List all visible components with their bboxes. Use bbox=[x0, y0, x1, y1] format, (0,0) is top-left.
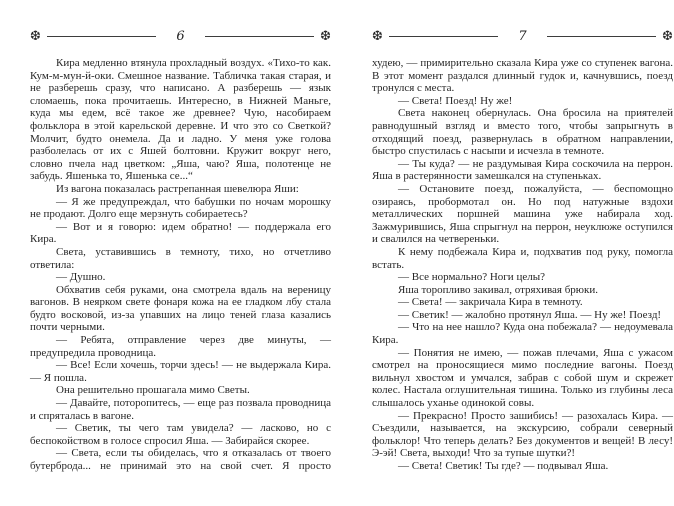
snowflake-ornament-icon: ❆ bbox=[662, 29, 673, 44]
paragraph: — Все! Если хочешь, торчи здесь! — не выдержала Кира. — Я пошла. bbox=[30, 359, 331, 384]
page-header-right bbox=[372, 29, 673, 44]
paragraph: — Все нормально? Ноги целы? bbox=[398, 271, 545, 284]
header-rule bbox=[547, 36, 656, 37]
paragraph: — Света, если ты обиделась, что я отказалась от твоего бутерброда... не принимай это на свой счет. Я просто bbox=[30, 447, 331, 472]
paragraph: Она решительно прошагала мимо Светы. bbox=[56, 384, 250, 397]
paragraph: Света, уставившись в темноту, тихо, но отчетливо ответила: bbox=[30, 245, 331, 271]
page-right bbox=[372, 20, 673, 473]
snowflake-ornament-icon: ❆ bbox=[320, 29, 331, 44]
paragraph: — Ты куда? — не раздумывая Кира соскочила на перрон. Яша в растерянности замешкался на ступеньках. bbox=[372, 157, 673, 183]
snowflake-ornament-icon: ❆ bbox=[30, 29, 41, 44]
paragraph: — Прекрасно! Просто зашибись! — разохалась Кира. — Съездили, называется, на экскурсию, собрали северный фольклор! Что теперь делать? Без документов и вещей! В лесу! Э-эй! Света, выходи! Что за тупые шутки?! bbox=[372, 409, 673, 460]
page-text-left bbox=[30, 57, 331, 473]
page-left bbox=[30, 20, 331, 473]
paragraph: — Света! Поезд! Ну же! bbox=[398, 94, 513, 107]
paragraph: — Душно. bbox=[56, 271, 106, 284]
paragraph: — Понятия не имею, — пожав плечами, Яша с ужасом смотрел на проносящиеся мимо последние вагоны. Поезд вильнул хвостом и умчался, забрав с собой шум и скрежет колес. Настала оглушительная тишина. Только из глубины леса слышалось уханье одинокой совы. bbox=[372, 346, 673, 410]
paragraph: Обхватив себя руками, она смотрела вдаль на вереницу вагонов. В неярком свете фонаря кожа на ее гладком лбу стала будто восковой, из-за упавших на лицо теней глаза казались почти черными. bbox=[30, 283, 331, 334]
paragraph: — Что на нее нашло? Куда она побежала? — недоумевала Кира. bbox=[372, 321, 673, 347]
page-text-right bbox=[372, 57, 673, 473]
paragraph: — Давайте, поторопитесь, — еще раз позвала проводница и спряталась в вагоне. bbox=[30, 397, 331, 422]
paragraph: — Я же предупреждал, что бабушки по ночам морошку не продают. Долго еще мерзнуть собираетесь? bbox=[30, 195, 331, 221]
page-number-right: 7 bbox=[518, 29, 527, 44]
paragraph: — Светик, ты чего там увидела? — ласково, но с беспокойством в голосе спросил Яша. — Забирайся скорее. bbox=[30, 422, 331, 447]
page-header-left bbox=[30, 29, 331, 44]
paragraph: Из вагона показалась растрепанная шевелюра Яши: bbox=[56, 182, 299, 195]
paragraph: К нему подбежала Кира и, подхватив под руку, помогла встать. bbox=[372, 245, 673, 271]
page-number-left: 6 bbox=[176, 29, 185, 44]
header-rule bbox=[205, 36, 314, 37]
snowflake-ornament-icon: ❆ bbox=[372, 29, 383, 44]
paragraph: — Светик! — жалобно протянул Яша. — Ну же! Поезд! bbox=[398, 308, 662, 321]
paragraph: Яша торопливо закивал, отряхивая брюки. bbox=[398, 283, 598, 296]
paragraph: — Света! — закричала Кира в темноту. bbox=[398, 296, 583, 309]
paragraph: Кира медленно втянула прохладный воздух. «Тихо-то как. Кум-м-мун-й-оки. Смешное название. Табличка такая старая, и не разберешь сразу, что написано. А разберешь — язык сломаешь, пока прочитаешь. Интересно, в Нижней Маньге, куда мы едем, всё такое же древнее? Чую, насобираем фольклора в этой карельской деревне. И что это со Светкой? Молчит, будто онемела. Да и ладно. У меня уже голова разболелась от их с Яшей болтовни. Кружит вокруг него, словно пчела над цветком: „Яша, чаю? Яша, полотенце не забудь. Яшенька то, Яшенька се...“ bbox=[30, 57, 331, 183]
paragraph: худею, — примирительно сказала Кира уже со ступенек вагона. В этот момент раздался длинный гудок и, качнувшись, поезд тронулся с места. bbox=[372, 57, 673, 95]
paragraph: — Остановите поезд, пожалуйста, — беспомощно озираясь, пробормотал он. Но под натужные вздохи металлических поршней машина уже набирала ход. Зажмурившись, Яша спрыгнул на перрон, неуклюже оступился и свалился на четвереньки. bbox=[372, 182, 673, 246]
paragraph: — Света! Светик! Ты где? — подвывал Яша. bbox=[398, 460, 609, 472]
paragraph: — Вот и я говорю: идем обратно! — поддержала его Кира. bbox=[30, 220, 331, 246]
paragraph: Света наконец обернулась. Она бросила на приятелей равнодушный взгляд и вместо того, чтобы запрыгнуть в отходящий поезд, развернулась в обратном направлении, быстро спустилась с насыпи и исчезла в темноте. bbox=[372, 107, 673, 158]
header-rule bbox=[47, 36, 156, 37]
header-rule bbox=[389, 36, 498, 37]
paragraph: — Ребята, отправление через две минуты, — предупредила проводница. bbox=[30, 334, 331, 359]
